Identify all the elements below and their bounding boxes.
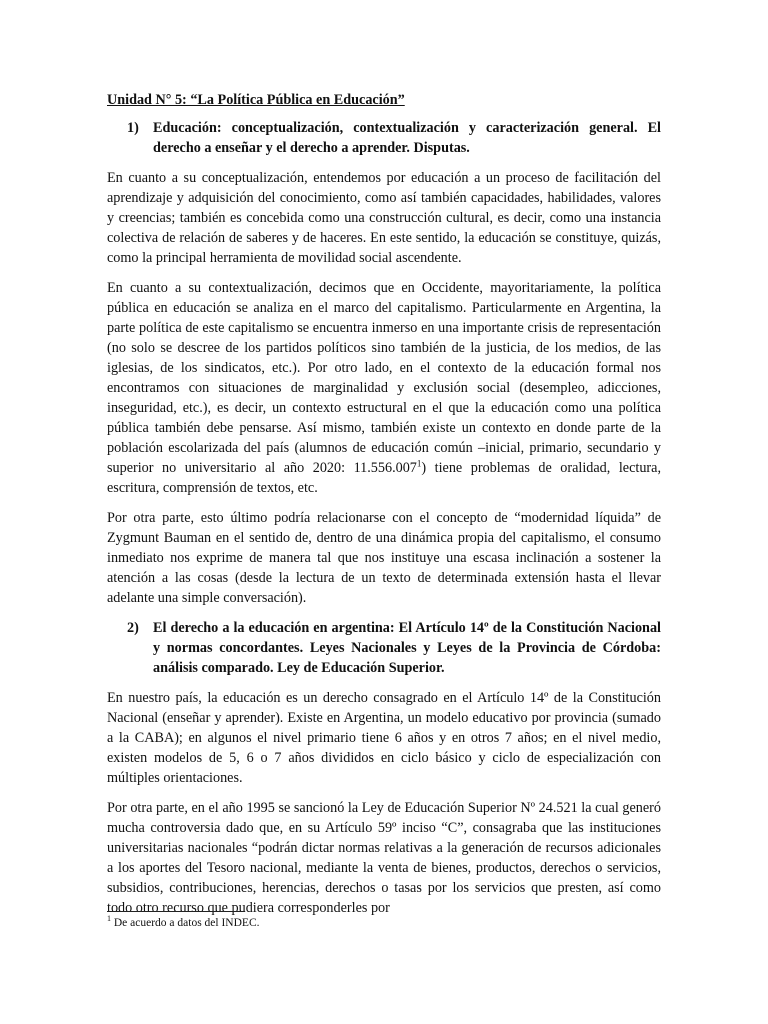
- footnote-text: De acuerdo a datos del INDEC.: [111, 917, 260, 929]
- footnote: [107, 916, 661, 930]
- page-title: Unidad N° 5: “La Política Pública en Educación”: [107, 92, 405, 108]
- section-number: 1): [127, 120, 139, 136]
- section-heading-2: [107, 618, 661, 678]
- footnote-mark: 1: [107, 914, 111, 924]
- paragraph-text: En cuanto a su contextualización, decimos que en Occidente, mayoritariamente, la política pública en educación se analiza en el marco del capitalismo. Particularmente en Argentina, la parte política de este capitalismo se encuentra inmerso en una importante crisis de representación (no solo se descree de los partidos políticos sino también de la justicia, de los medios, de las iglesias, de los sindicatos, etc.). Por otro lado, en el contexto de la educación formal nos encontramos con situaciones de marginalidad y exclusión social (desempleo, adicciones, inseguridad, etc.), es decir, un contexto estructural en el que la educación como una política pública también debe pensarse. Así mismo, también existe un contexto en donde parte de la población escolarizada del país (alumnos de educación común –inicial, primario, secundario y superior no universitario al año 2020: 11.556.007: [107, 280, 661, 476]
- section-number: 2): [127, 620, 139, 636]
- paragraph: En cuanto a su conceptualización, entendemos por educación a un proceso de facilitación del aprendizaje y adquisición del conocimiento, como así también capacidades, habilidades, valores y creencias; también es concebida como una construcción cultural, es decir, como una instancia colectiva de relación de saberes y de haceres. En este sentido, la educación se constituye, quizás, como la principal herramienta de movilidad social ascendente.: [107, 170, 661, 266]
- footnote-reference[interactable]: 1: [416, 458, 422, 469]
- paragraph: En nuestro país, la educación es un derecho consagrado en el Artículo 14º de la Constitución Nacional (enseñar y aprender). Existe en Argentina, un modelo educativo por provincia (sumado a la CABA); en algunos el nivel primario tiene 6 años y en otros 7 años; en el nivel medio, existen modelos de 5, 6 o 7 años divididos en ciclo básico y ciclo de especialización con múltiples orientaciones.: [107, 690, 661, 786]
- section-heading-text: Educación: conceptualización, contextualización y caracterización general. El derecho a enseñar y el derecho a aprender. Disputas.: [153, 120, 661, 156]
- paragraph-text-continued: ) tiene problemas de oralidad, lectura, escritura, comprensión de textos, etc.: [107, 460, 661, 496]
- paragraph: Por otra parte, en el año 1995 se sancionó la Ley de Educación Superior Nº 24.521 la cual generó mucha controversia dado que, en su Artículo 59º inciso “C”, consagraba que las instituciones universitarias nacionales “podrán dictar normas relativas a la generación de recursos adicionales a los aportes del Tesoro nacional, mediante la venta de bienes, productos, derechos o servicios, subsidios, contribuciones, herencias, derechos o tasas por los servicios que presten, así como todo otro recurso que pudiera corresponderles por: [107, 800, 661, 916]
- section-heading-text: El derecho a la educación en argentina: El Artículo 14º de la Constitución Nacional y normas concordantes. Leyes Nacionales y Leyes de la Provincia de Córdoba: análisis comparado. Ley de Educación Superior.: [153, 620, 661, 676]
- paragraph: Por otra parte, esto último podría relacionarse con el concepto de “modernidad líquida” de Zygmunt Bauman en el sentido de, dentro de una dinámica propia del capitalismo, el consumo inmediato nos exprime de manera tal que nos instituye una escasa inclinación a sostener la atención a las cosas (desde la lectura de un texto de determinada extensión hasta el llevar adelante una simple conversación).: [107, 510, 661, 606]
- document-body: [107, 90, 661, 928]
- paragraph-with-footnote: [107, 278, 661, 498]
- section-heading-1: [107, 118, 661, 158]
- footnote-divider: [107, 911, 245, 912]
